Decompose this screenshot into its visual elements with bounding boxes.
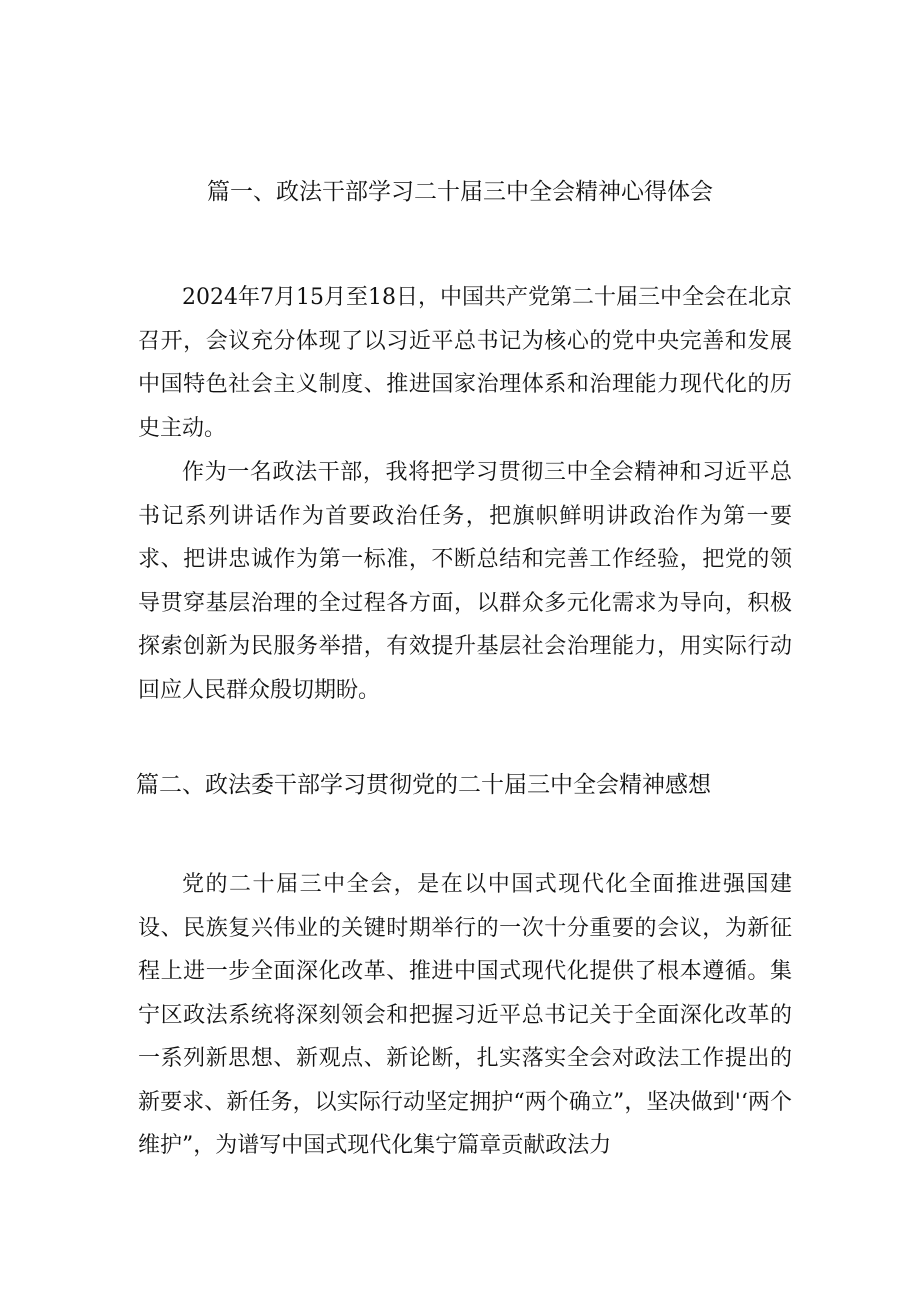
- section-2-title: 篇二、政法委干部学习贯彻党的二十届三中全会精神感想: [136, 772, 711, 798]
- section-1-paragraph-1: 2024年7月15月至18日，中国共产党第二十届三中全会在北京召开，会议充分体现了以习近平总书记为核心的党中央完善和发展中国特色社会主义制度、推进国家治理体系和治理能力现代化的历史主动。: [138, 285, 792, 441]
- section-1-paragraph-2: 作为一名政法干部，我将把学习贯彻三中全会精神和习近平总书记系列讲话作为首要政治任务，把旗帜鲜明讲政治作为第一要求、把讲忠诚作为第一标准，不断总结和完善工作经验，把党的领导贯穿基层治理的全过程各方面，以群众多元化需求为导向，积极探索创新为民服务举措，有效提升基层社会治理能力，用实际行动回应人民群众殷切期盼。: [138, 460, 792, 703]
- section-1-title: 篇一、政法干部学习二十届三中全会精神心得体会: [207, 179, 713, 205]
- section-2-paragraph-1: 党的二十届三中全会，是在以中国式现代化全面推进强国建设、民族复兴伟业的关键时期举行的一次十分重要的会议，为新征程上进一步全面深化改革、推进中国式现代化提供了根本遵循。集宁区政法系统将深刻领会和把握习近平总书记关于全面深化改革的一系列新思想、新观点、新论断，扎实落实全会对政法工作提出的新要求、新任务，以实际行动坚定拥护“两个确立”，坚决做到'‘两个维护”，为谱写中国式现代化集宁篇章贡献政法力: [138, 872, 792, 1158]
